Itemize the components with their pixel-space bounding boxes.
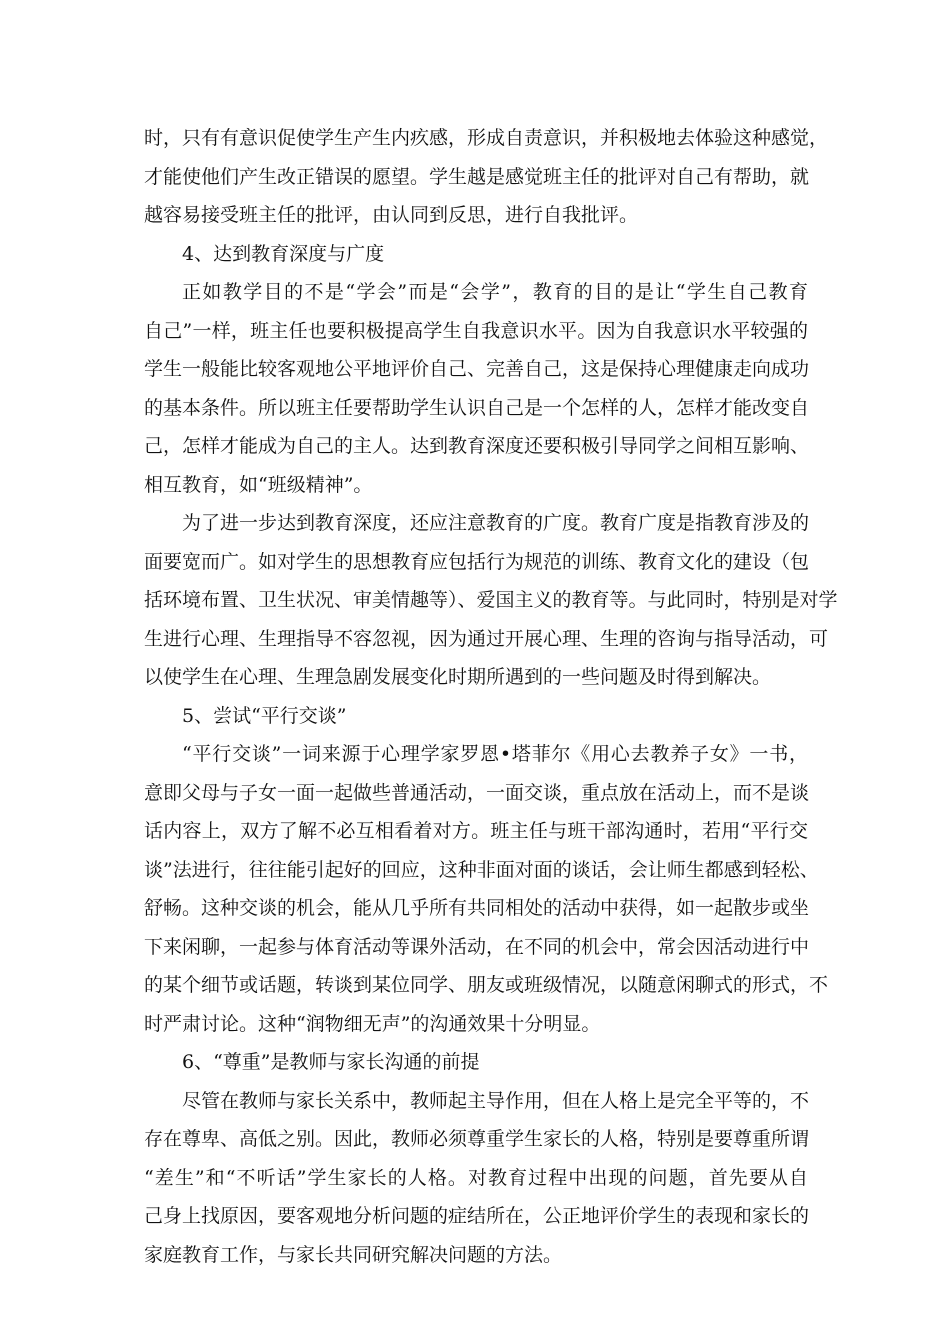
text-line: 家庭教育工作，与家长共同研究解决问题的方法。 bbox=[144, 1243, 563, 1266]
text-line: 的某个细节或话题，转谈到某位同学、朋友或班级情况，以随意闲聊式的形式，不 bbox=[144, 974, 829, 996]
text-line: 相互教育，如“班级精神”。 bbox=[144, 473, 373, 496]
text-line: 的基本条件。所以班主任要帮助学生认识自己是一个怎样的人，怎样才能改变自 bbox=[144, 396, 810, 419]
text-line: 意即父母与子女一面一起做些普通活动，一面交谈，重点放在活动上，而不是谈 bbox=[144, 781, 810, 804]
text-line: 存在尊卑、高低之别。因此，教师必须尊重学生家长的人格，特别是要尊重所谓 bbox=[144, 1128, 810, 1150]
text-line: 时，只有有意识促使学生产生内疚感，形成自责意识，并积极地去体验这种感觉， bbox=[144, 127, 829, 149]
section-heading-6: 6、“尊重”是教师与家长沟通的前提 bbox=[182, 1051, 480, 1073]
text-line: 自己”一样，班主任也要积极提高学生自我意识水平。因为自我意识水平较强的 bbox=[144, 319, 808, 342]
text-line: 括环境布置、卫生状况、审美情趣等）、爱国主义的教育等。与此同时，特别是对学 bbox=[144, 589, 838, 611]
text-line: “平行交谈”一词来源于心理学家罗恩•塔菲尔《用心去教养子女》一书， bbox=[182, 743, 808, 765]
text-line: 才能使他们产生改正错误的愿望。学生越是感觉班主任的批评对自己有帮助，就 bbox=[144, 165, 810, 188]
text-line: 舒畅。这种交谈的机会，能从几乎所有共同相处的活动中获得，如一起散步或坐 bbox=[144, 897, 810, 919]
document-page bbox=[144, 119, 838, 1274]
text-line: 学生一般能比较客观地公平地评价自己、完善自己，这是保持心理健康走向成功 bbox=[144, 358, 810, 380]
text-line: “差生”和“不听话”学生家长的人格。对教育过程中出现的问题，首先要从自 bbox=[144, 1166, 808, 1189]
text-line: 话内容上，双方了解不必互相看着对方。班主任与班干部沟通时，若用“平行交 bbox=[144, 820, 808, 842]
section-heading-4: 4、达到教育深度与广度 bbox=[182, 242, 385, 265]
text-line: 谈”法进行，往往能引起好的回应，这种非面对面的谈话，会让师生都感到轻松、 bbox=[144, 858, 819, 881]
section-heading-5: 5、尝试“平行交谈” bbox=[182, 704, 347, 727]
text-line: 下来闲聊，一起参与体育活动等课外活动，在不同的机会中，常会因活动进行中 bbox=[144, 935, 810, 958]
text-line: 越容易接受班主任的批评，由认同到反思，进行自我批评。 bbox=[144, 204, 639, 226]
text-line: 面要宽而广。如对学生的思想教育应包括行为规范的训练、教育文化的建设（包 bbox=[144, 550, 810, 573]
text-line: 己身上找原因，要客观地分析问题的症结所在，公正地评价学生的表现和家长的 bbox=[144, 1205, 810, 1227]
text-line: 为了进一步达到教育深度，还应注意教育的广度。教育广度是指教育涉及的 bbox=[182, 512, 810, 534]
text-line: 生进行心理、生理指导不容忽视，因为通过开展心理、生理的咨询与指导活动，可 bbox=[144, 627, 829, 650]
text-line: 正如教学目的不是“学会”而是“会学”，教育的目的是让“学生自己教育 bbox=[182, 281, 808, 303]
text-line: 尽管在教师与家长关系中，教师起主导作用，但在人格上是完全平等的，不 bbox=[182, 1089, 810, 1112]
text-line: 以使学生在心理、生理急剧发展变化时期所遇到的一些问题及时得到解决。 bbox=[144, 666, 772, 688]
text-line: 己，怎样才能成为自己的主人。达到教育深度还要积极引导同学之间相互影响、 bbox=[144, 435, 810, 457]
text-line: 时严肃讨论。这种“润物细无声”的沟通效果十分明显。 bbox=[144, 1012, 601, 1035]
